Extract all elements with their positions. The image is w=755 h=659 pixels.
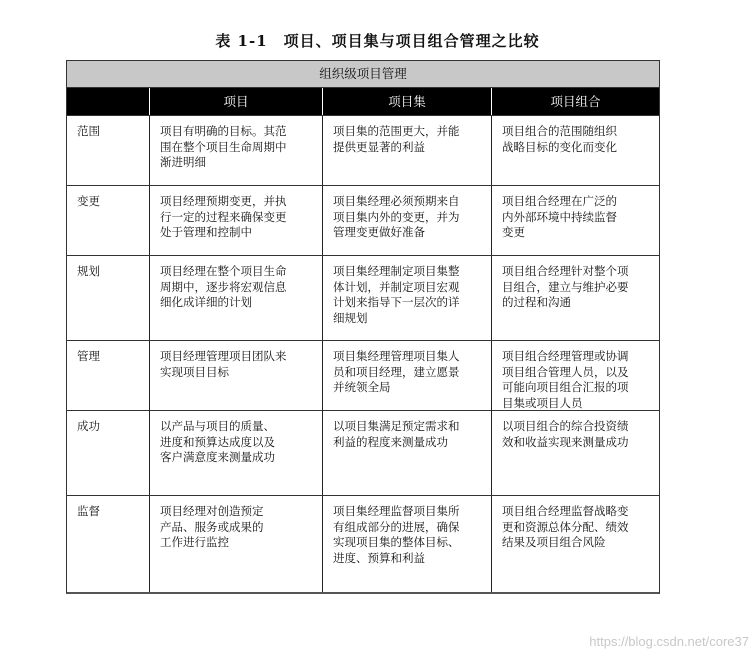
table-row-monitoring <box>67 496 659 592</box>
comparison-table <box>66 60 660 594</box>
row-label: 变更 <box>77 194 100 208</box>
cell-program: 以项目集满足预定需求和 利益的程度来测量成功 <box>322 411 491 495</box>
cell-portfolio: 项目组合经理监督战略变 更和资源总体分配、绩效 结果及项目组合风险 <box>491 496 659 592</box>
row-label: 规划 <box>77 264 100 278</box>
cell-portfolio: 项目组合的范围随组织 战略目标的变化而变化 <box>491 116 659 185</box>
table-row-success <box>67 411 659 496</box>
row-label: 监督 <box>77 504 100 518</box>
cell-project: 项目经理对创造预定 产品、服务或成果的 工作进行监控 <box>149 496 322 592</box>
cell-portfolio: 项目组合经理在广泛的 内外部环境中持续监督 变更 <box>491 186 659 255</box>
cell-portfolio: 项目组合经理针对整个项 目组合，建立与维护必要 的过程和沟通 <box>491 256 659 340</box>
cell-program: 项目集经理必须预期来自 项目集内外的变更，并为 管理变更做好准备 <box>322 186 491 255</box>
column-header-program: 项目集 <box>322 88 491 115</box>
table-caption: 表 1-1 项目、项目集与项目组合管理之比较 <box>215 32 540 50</box>
column-header-row <box>67 88 659 116</box>
cell-project: 项目有明确的目标。其范 围在整个项目生命周期中 渐进明细 <box>149 116 322 185</box>
column-header-portfolio: 项目组合 <box>491 88 659 115</box>
cell-portfolio: 以项目组合的综合投资绩 效和收益实现来测量成功 <box>491 411 659 495</box>
cell-project: 项目经理管理项目团队来 实现项目目标 <box>149 341 322 411</box>
group-header: 组织级项目管理 <box>67 61 659 88</box>
table-row-management <box>67 341 659 411</box>
row-label: 范围 <box>77 124 100 138</box>
column-header-project: 项目 <box>149 88 322 115</box>
cell-program: 项目集经理管理项目集人 员和项目经理，建立愿景 并统领全局 <box>322 341 491 411</box>
table-row-change <box>67 186 659 256</box>
table-row-planning <box>67 256 659 341</box>
row-label: 管理 <box>77 349 100 363</box>
cell-program: 项目集经理制定项目集整 体计划，并制定项目宏观 计划来指导下一层次的详 细规划 <box>322 256 491 340</box>
cell-portfolio: 项目组合经理管理或协调 项目组合管理人员，以及 可能向项目组合汇报的项 目集或项目人员 <box>491 341 659 411</box>
watermark: https://blog.csdn.net/core37 <box>589 634 749 649</box>
row-label: 成功 <box>77 419 100 433</box>
cell-program: 项目集经理监督项目集所 有组成部分的进展，确保 实现项目集的整体目标、 进度、预算和利益 <box>322 496 491 592</box>
cell-project: 项目经理预期变更，并执 行一定的过程来确保变更 处于管理和控制中 <box>149 186 322 255</box>
cell-project: 项目经理在整个项目生命 周期中，逐步将宏观信息 细化成详细的计划 <box>149 256 322 340</box>
table-row-scope <box>67 116 659 186</box>
column-header-blank <box>67 88 149 115</box>
cell-project: 以产品与项目的质量、 进度和预算达成度以及 客户满意度来测量成功 <box>149 411 322 495</box>
cell-program: 项目集的范围更大，并能 提供更显著的利益 <box>322 116 491 185</box>
